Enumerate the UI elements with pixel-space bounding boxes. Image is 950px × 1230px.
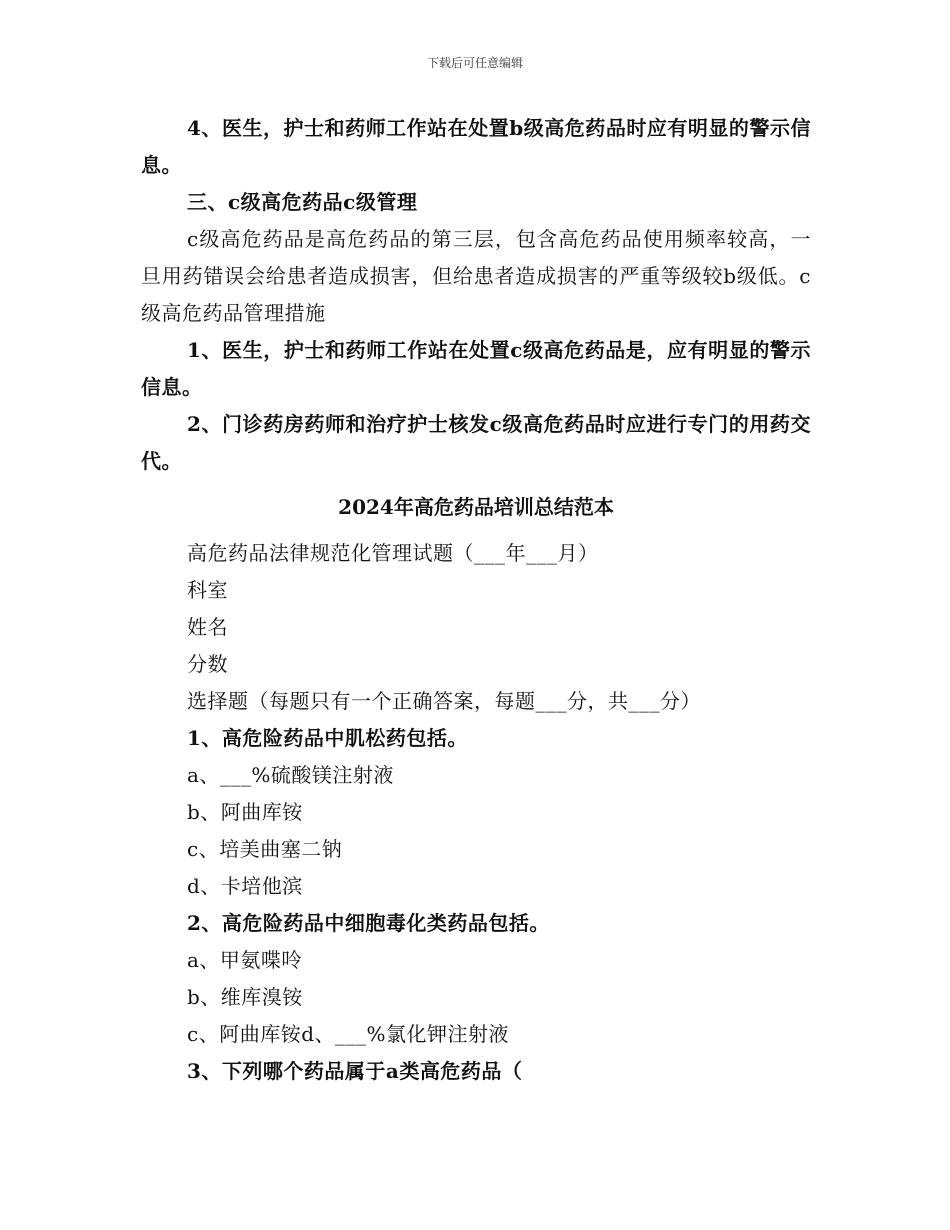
question-stem: 1、高危险药品中肌松药包括。 (187, 726, 468, 750)
exam-title: 高危药品法律规范化管理试题（___年___月） (187, 541, 599, 565)
page-header: 下载后可任意编辑 (426, 56, 523, 70)
question-option: b、维库溴铵 (187, 985, 303, 1009)
section-c-heading: 三、c级高危药品c级管理 (187, 190, 418, 214)
document-title: 2024年高危药品培训总结范本 (338, 495, 614, 519)
field-score-label: 分数 (187, 652, 228, 676)
question-option: c、培美曲塞二钠 (187, 837, 343, 861)
page-content (141, 110, 811, 1090)
question-option: a、甲氨喋呤 (187, 948, 302, 972)
field-department-label: 科室 (187, 578, 228, 602)
question-stem: 2、高危险药品中细胞毒化类药品包括。 (187, 911, 550, 935)
section-c-item-1: 1、医生，护士和药师工作站在处置c级高危药品是，应有明显的警示信息。 (141, 338, 811, 399)
question-option: b、阿曲库铵 (187, 800, 303, 824)
question-stem: 3、下列哪个药品属于a类高危药品（ (187, 1059, 523, 1083)
field-name-label: 姓名 (187, 615, 228, 639)
question-option: d、卡培他滨 (187, 874, 303, 898)
exam-instructions: 选择题（每题只有一个正确答案，每题___分，共___分） (187, 689, 701, 713)
question-option: c、阿曲库铵d、___%氯化钾注射液 (187, 1022, 510, 1046)
section-c-description: c级高危药品是高危药品的第三层，包含高危药品使用频率较高，一旦用药错误会给患者造成损害，但给患者造成损害的严重等级较b级低。c级高危药品管理措施 (141, 227, 811, 325)
section-c-item-2: 2、门诊药房药师和治疗护士核发c级高危药品时应进行专门的用药交代。 (141, 412, 811, 473)
section-b-item-4: 4、医生，护士和药师工作站在处置b级高危药品时应有明显的警示信息。 (141, 116, 811, 177)
question-option: a、___%硫酸镁注射液 (187, 763, 394, 787)
